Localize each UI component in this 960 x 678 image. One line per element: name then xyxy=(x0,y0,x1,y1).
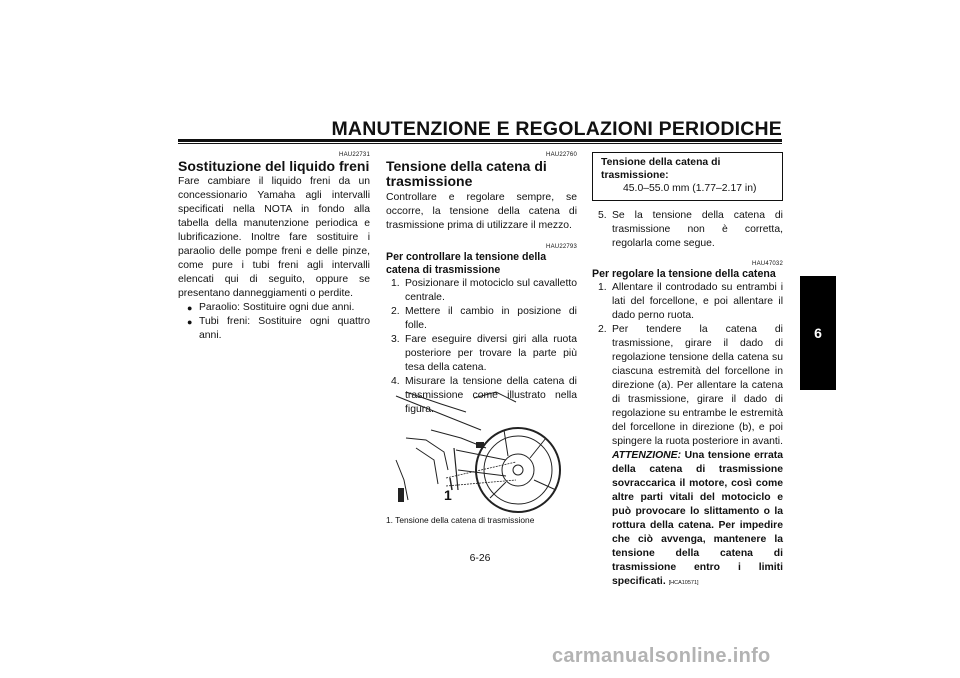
steps-list xyxy=(592,281,783,590)
step-text: Per tendere la catena di trasmissione, girare il dado di regolazione tensione della catena su ciascuna estremità del forcellone in direzione (a). Per allentare la catena di trasmissione, girare il dado di regolazione su entrambe le estremità del forcellone in direzione (b), e poi spingere la ruota posteriore in avanti. xyxy=(612,324,783,447)
header-rule-thin xyxy=(178,143,782,144)
spec-box xyxy=(592,152,783,201)
attention-text: Una tensione errata della catena di trasmissione sovraccarica il motore, così come altre parti vitali del motociclo e può provocare lo slittamento o la rottura della catena. Per impedire che ciò avvenga, mantenere la tensione della catena di trasmissione entro i limiti specificati. xyxy=(612,450,783,587)
list-item: ● Paraolio: Sostituire ogni due anni. xyxy=(187,302,355,313)
spec-title: Tensione della catena di trasmissione: xyxy=(601,157,721,181)
list-item: ● Tubi freni: Sostituire ogni quattro anni. xyxy=(187,316,370,341)
chapter-tab[interactable]: 6 xyxy=(800,276,836,390)
left-column xyxy=(178,151,370,343)
figure-caption: 1. Tensione della catena di trasmissione xyxy=(386,515,535,525)
right-column xyxy=(592,152,783,590)
section-code: HAU47032 xyxy=(752,261,783,267)
section-heading: Sostituzione del liquido freni xyxy=(178,158,370,174)
list-item: 1. Allentare il controdado su entrambi i lati del forcellone, e poi allentare il dado perno ruota. xyxy=(598,282,783,321)
attention-label: ATTENZIONE: xyxy=(612,450,682,461)
list-item: 2. Per tendere la catena di trasmissione, girare il dado di regolazione tensione della catena su ciascuna estremità del forcellone in direzione (a). Per allentare la catena di trasmissione, girare il dado di regolazione su entrambe le estremità del forcellone in direzione (b), e poi spingere la ruota posteriore in avanti. ATTENZIONE: Una tensione errata della catena di trasmissione sovraccarica il motore, così come altre parti vitali del motociclo e può provocare lo slittamento o la rottura della catena. Per impedire che ciò avvenga, mantenere la tensione della catena di trasmissione entro i limiti specificati. [HCA10571] xyxy=(598,324,783,587)
list-item: 2. Mettere il cambio in posizione di folle. xyxy=(391,306,577,331)
bullet-icon: ● xyxy=(187,317,193,327)
section-heading: Tensione della catena di trasmissione xyxy=(386,158,547,189)
bullet-list xyxy=(178,301,370,343)
middle-column xyxy=(386,151,577,417)
section-code: HAU22793 xyxy=(546,244,577,250)
watermark: carmanualsonline.info xyxy=(552,645,771,667)
header-rule xyxy=(178,139,782,142)
attention-code: [HCA10571] xyxy=(668,580,699,586)
subsection-heading: Per controllare la tensione della catena di trasmissione xyxy=(386,251,547,276)
section-code: HAU22760 xyxy=(546,152,577,158)
subsection-heading: Per regolare la tensione della catena xyxy=(592,268,776,280)
page-number: 6-26 xyxy=(469,553,491,564)
page-header-title: MANUTENZIONE E REGOLAZIONI PERIODICHE xyxy=(331,118,782,140)
section-paragraph: Controllare e regolare sempre, se occorre, la tensione della catena di trasmissione prima di utilizzare il mezzo. xyxy=(386,192,577,231)
list-item: 1. Posizionare il motociclo sul cavalletto centrale. xyxy=(391,278,577,303)
list-item: 5. Se la tensione della catena di trasmissione non è corretta, regolarla come segue. xyxy=(598,210,783,249)
list-item: 3. Fare eseguire diversi giri alla ruota posteriore per trovare la parte più tesa della catena. xyxy=(391,334,577,373)
section-paragraph: Fare cambiare il liquido freni da un concessionario Yamaha agli intervalli specificati nella NOTA in fondo alla tabella della manutenzione periodica e lubrificazione. Inoltre fare sostituire i paraolio delle pompe freni e delle pinze, come pure i tubi freni agli intervalli elencati qui di seguito, oppure se presentano danneggiamenti o perdite. xyxy=(178,176,370,299)
spec-value: 45.0–55.0 mm (1.77–2.17 in) xyxy=(623,183,757,194)
bullet-icon: ● xyxy=(187,303,193,313)
chain-tension-figure xyxy=(386,390,574,514)
list-item: 4. Misurare la tensione della catena di trasmissione come illustrato nella figura. xyxy=(391,376,577,415)
figure-callout: 1 xyxy=(444,487,452,503)
steps-list xyxy=(592,209,783,251)
section-code: HAU22731 xyxy=(339,152,370,158)
